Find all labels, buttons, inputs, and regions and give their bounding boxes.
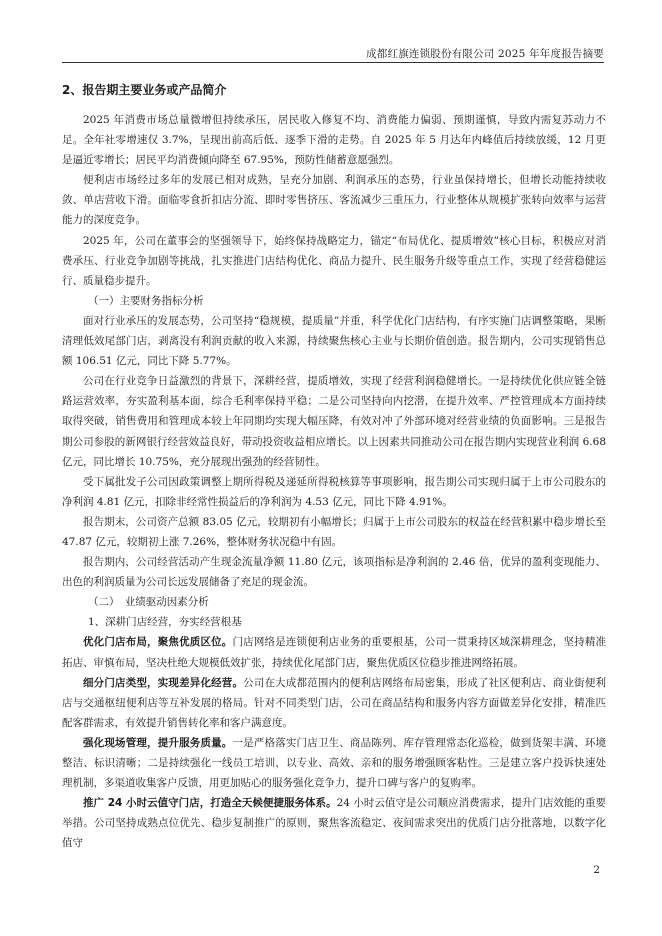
- intro-paragraph-1: 2025 年消费市场总量微增但持续承压，居民收入修复不均、消费能力偏弱、预期谨慎，导致内需复苏动力不足。全年社零增速仅 3.7%，呈现出前高后低、逐季下滑的走势。自 2025 年 5 月达年内峰值后持续放缓，12 月更是逼近零增长；居民平均消费倾向降至 67.95%，预防性储蓄意愿强烈。: [62, 114, 606, 167]
- report-body: [62, 80, 606, 853]
- intro-paragraph-2: 便利店市场经过多年的发展已相对成熟，呈充分加剧、利润承压的态势，行业虽保持增长，但增长动能持续收敛、单店营收下滑。面临零食折扣店分流、即时零售挤压、客流减少三重压力，行业整体从规模扩张转向效率与运营能力的深度竞争。: [62, 174, 606, 227]
- financial-paragraph-3: 受下属批发子公司因政策调整上期所得税及递延所得税核算等事项影响，报告期公司实现归属于上市公司股东的净利润 4.81 亿元，扣除非经常性损益后的净利润为 4.53 亿元，同比下降 4.91%。: [62, 475, 606, 508]
- financial-paragraph-1: 面对行业承压的发展态势，公司坚持“稳规模，提质量”并重，科学优化门店结构，有序实施门店调整策略，果断清理低效尾部门店，剥离没有利润贡献的收入来源，持续聚焦核心主业与长期价值创造。报告期内，公司实现销售总额 106.51 亿元，同比下降 5.77%。: [62, 314, 606, 368]
- header-rule: [62, 62, 604, 63]
- section-heading: 2、报告期主要业务或产品简介: [62, 83, 227, 97]
- intro-paragraph-3: 2025 年，公司在董事会的坚强领导下，始终保持战略定力，锚定“布局优化、提质增效”核心目标，积极应对消费承压、行业竞争加剧等挑战，扎实推进门店结构优化、商品力提升、民生服务升级等重点工作，实现了经营稳健运行、质量稳步提升。: [62, 234, 606, 287]
- subsection-title-financial: （一）主要财务指标分析: [88, 294, 204, 307]
- header-title: 成都红旗连锁股份有限公司 2025 年年度报告摘要: [366, 48, 604, 60]
- driver-paragraph-3: [62, 733, 606, 793]
- driver-text-1: 门店网络是连锁便利店业务的重要根基，公司一贯秉持区域深耕理念，坚持精准拓店、审慎布局，坚决杜绝大规模低效扩张，持续优化尾部门店，聚焦优质区位稳步推进网络拓展。: [62, 636, 607, 669]
- driver-text-3: 一是严格落实门店卫生、商品陈列、库存管理常态化巡检，做到货架丰满、环境整洁、标识清晰；二是持续强化一线员工培训，以专业、高效、亲和的服务增强顾客粘性。三是建立客户投诉快速处理机制，多渠道收集客户反馈，用更加贴心的服务强化竞争力，提升口碑与客户的复购率。: [62, 736, 607, 790]
- page-header: [0, 0, 662, 60]
- driver-paragraph-2: [62, 673, 606, 733]
- driver-lead-2: 细分门店类型，实现差异化经营。: [83, 676, 244, 689]
- driver-text-2: 公司在大成都范围内的便利店网络布局密集，形成了社区便利店、商业街便利店与交通枢纽便利店等互补发展的格局。针对不同类型门店，公司在商品结构和服务内容方面做差异化安排，精准匹配客群需求，有效提升销售转化率和客户满意度。: [62, 676, 606, 729]
- drivers-item-1-title: 1、深耕门店经营，夯实经营根基: [88, 616, 242, 629]
- driver-text-4: 24 小时云值守是公司顺应消费需求，提升门店效能的重要举措。公司坚持成熟点位优先、稳步复制推广的原则，聚焦客流稳定、夜间需求突出的优质门店分批落地，以数字化值守: [62, 797, 606, 850]
- financial-paragraph-4: 报告期末，公司资产总额 83.05 亿元，较期初有小幅增长；归属于上市公司股东的权益在经营积累中稳步增长至 47.87 亿元，较期初上涨 7.26%，整体财务状况稳中有固。: [62, 515, 606, 548]
- subsection-title-drivers: （二） 业绩驱动因素分析: [88, 596, 209, 609]
- financial-paragraph-5: 报告期内，公司经营活动产生现金流量净额 11.80 亿元，该项指标是净利润的 2.46 倍，优异的盈利变现能力、出色的利润质量为公司长远发展储备了充足的现金流。: [62, 556, 606, 589]
- page-number: 2: [593, 864, 600, 876]
- financial-paragraph-2: 公司在行业竞争日益激烈的背景下，深耕经营，提质增效，实现了经营利润稳健增长。一是持续优化供应链全链路运营效率，夯实盈利基本面，综合毛利率保持平稳；二是公司坚持向内挖潜，在提升效率、严控管理成本方面持续取得突破，销售费用和管理成本较上年同期均实现大幅压降，有效对冲了外部环境对经营业绩的负面影响。三是报告期公司参股的新网银行经营效益良好，带动投资收益相应增长。以上因素共同推动公司在报告期内实现营业利润 6.68 亿元，同比增长 10.75%，充分展现出强劲的经营韧性。: [62, 375, 606, 468]
- driver-lead-1: 优化门店布局，聚焦优质区位。: [83, 636, 233, 649]
- driver-lead-4: 推广 24 小时云值守门店，打造全天候便捷服务体系。: [83, 797, 337, 810]
- driver-paragraph-1: [62, 632, 606, 672]
- driver-lead-3: 强化现场管理，提升服务质量。: [83, 736, 233, 749]
- driver-paragraph-4: [62, 793, 606, 853]
